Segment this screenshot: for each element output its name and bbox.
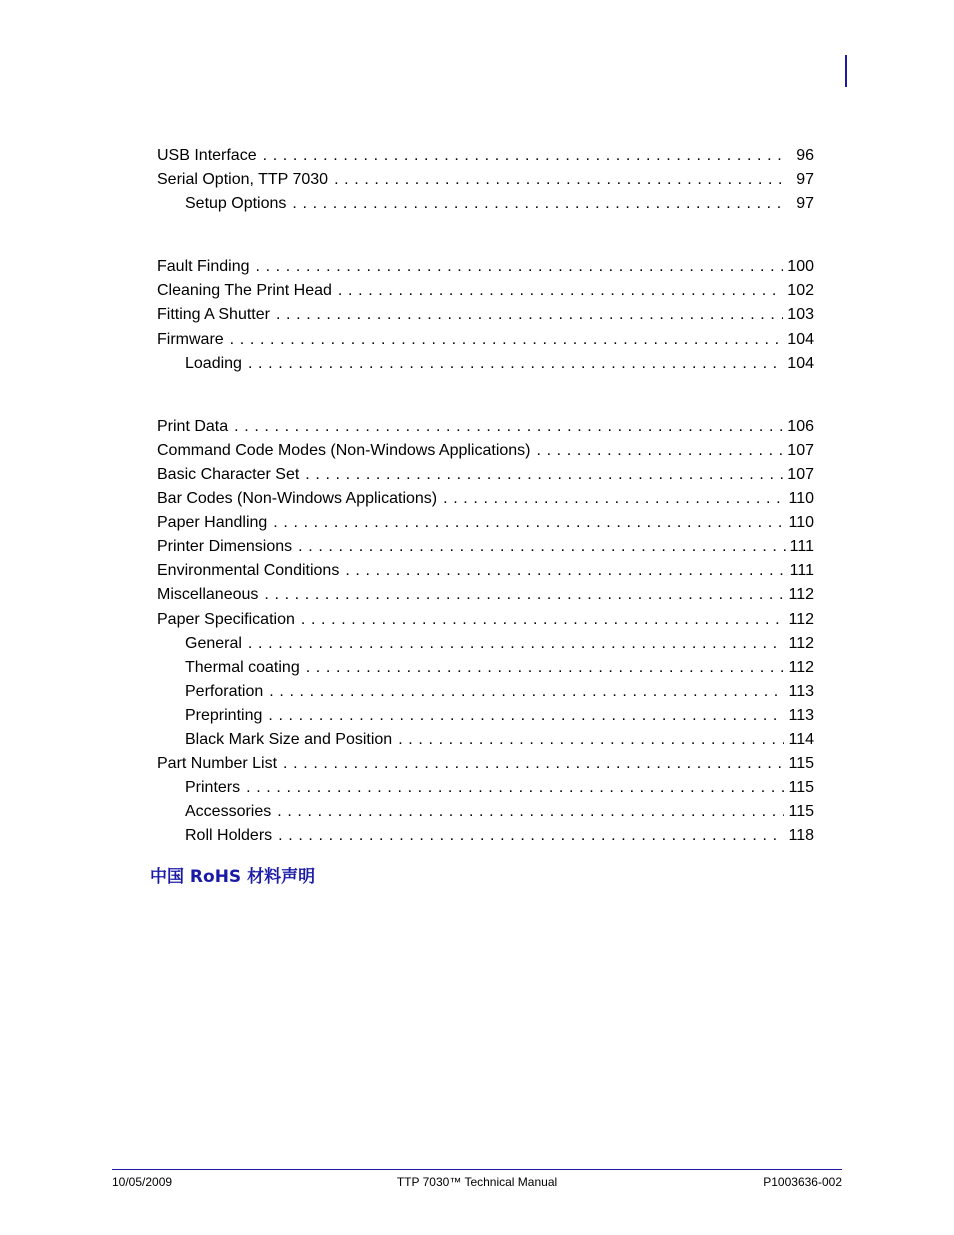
- dot-leader: [264, 583, 784, 607]
- toc-subentry[interactable]: [157, 824, 814, 848]
- toc-page-number: 104: [787, 330, 814, 348]
- footer-divider: [112, 1169, 842, 1170]
- toc-entry-title: Serial Option, TTP 7030: [157, 171, 329, 189]
- toc-page-number: 96: [796, 147, 814, 164]
- toc-entry[interactable]: [157, 583, 814, 607]
- page-edge-marker: [845, 55, 847, 87]
- toc-page-number: 110: [788, 490, 814, 508]
- toc-page-number: 103: [787, 306, 814, 324]
- toc-entry[interactable]: [157, 439, 814, 463]
- dot-leader: [276, 303, 783, 327]
- dot-leader: [269, 680, 784, 704]
- dot-leader: [345, 559, 785, 583]
- toc-page-number: 112: [788, 658, 814, 676]
- toc-subentry[interactable]: [157, 728, 814, 752]
- dot-leader: [246, 776, 784, 800]
- toc-page-number: 115: [788, 755, 814, 773]
- toc-entry[interactable]: [157, 608, 814, 632]
- toc-section: [157, 144, 814, 216]
- toc-page-number: 115: [788, 779, 814, 797]
- toc-subentry[interactable]: [157, 776, 814, 800]
- toc-entry-title: Paper Handling: [157, 514, 268, 532]
- dot-leader: [277, 800, 784, 824]
- toc-entry-title: Miscellaneous: [157, 586, 259, 604]
- toc-subentry[interactable]: [157, 680, 814, 704]
- footer-date: 10/05/2009: [112, 1175, 173, 1189]
- dot-leader: [305, 463, 783, 487]
- toc-page-number: 114: [788, 730, 814, 748]
- toc-entry-title: Printer Dimensions: [157, 538, 293, 556]
- toc-entry-title: Command Code Modes (Non-Windows Applications): [157, 441, 531, 459]
- footer-part-number: P1003636-002: [763, 1175, 842, 1189]
- toc-entry-title: Firmware: [157, 330, 224, 348]
- toc-page-number: 111: [789, 538, 814, 556]
- dot-leader: [263, 144, 786, 168]
- toc-entry-title: Black Mark Size and Position: [185, 730, 393, 748]
- toc-entry[interactable]: [157, 559, 814, 583]
- table-of-contents: [157, 144, 814, 848]
- toc-page-number: 112: [788, 586, 814, 604]
- dot-leader: [537, 439, 784, 463]
- toc-entry[interactable]: [157, 487, 814, 511]
- toc-entry-title: Preprinting: [185, 706, 263, 724]
- dot-leader: [234, 415, 783, 439]
- toc-entry[interactable]: [157, 168, 814, 192]
- dot-leader: [273, 511, 784, 535]
- toc-subentry[interactable]: [157, 352, 814, 376]
- toc-section: [157, 415, 814, 849]
- dot-leader: [334, 168, 786, 192]
- section-spacer: [157, 376, 814, 415]
- dot-leader: [230, 328, 784, 352]
- toc-subentry[interactable]: [157, 704, 814, 728]
- rohs-heading-link[interactable]: 中国 RoHS 材料声明: [150, 867, 316, 887]
- dot-leader: [268, 704, 784, 728]
- dot-leader: [256, 255, 784, 279]
- toc-page-number: 100: [787, 258, 814, 276]
- toc-page-number: 102: [787, 282, 814, 300]
- toc-subentry[interactable]: [157, 800, 814, 824]
- toc-page-number: 106: [787, 417, 814, 435]
- toc-entry-title: Printers: [185, 779, 241, 797]
- toc-page-number: 107: [787, 441, 814, 459]
- dot-leader: [248, 352, 783, 376]
- toc-entry-title: Setup Options: [185, 195, 287, 213]
- section-spacer: [157, 216, 814, 255]
- toc-page-number: 104: [787, 354, 814, 372]
- dot-leader: [298, 535, 786, 559]
- toc-page-number: 110: [788, 514, 814, 532]
- toc-entry-title: General: [185, 634, 242, 652]
- toc-entry[interactable]: [157, 415, 814, 439]
- toc-entry-title: Fault Finding: [157, 258, 250, 276]
- dot-leader: [248, 632, 785, 656]
- toc-entry-title: Loading: [185, 354, 242, 372]
- dot-leader: [338, 279, 783, 303]
- toc-page-number: 112: [788, 634, 814, 652]
- dot-leader: [398, 728, 784, 752]
- toc-entry[interactable]: [157, 511, 814, 535]
- toc-entry[interactable]: [157, 144, 814, 168]
- toc-entry[interactable]: [157, 752, 814, 776]
- dot-leader: [292, 192, 786, 216]
- toc-entry-title: Part Number List: [157, 755, 278, 773]
- toc-page-number: 113: [788, 706, 814, 724]
- toc-subentry[interactable]: [157, 656, 814, 680]
- toc-entry[interactable]: [157, 303, 814, 327]
- toc-entry-title: Accessories: [185, 803, 272, 821]
- toc-entry-title: Thermal coating: [185, 658, 300, 676]
- toc-entry-title: Paper Specification: [157, 610, 295, 628]
- toc-entry[interactable]: [157, 279, 814, 303]
- toc-page-number: 97: [796, 195, 814, 213]
- toc-entry-title: USB Interface: [157, 147, 257, 164]
- toc-section: [157, 255, 814, 375]
- dot-leader: [306, 656, 785, 680]
- toc-page-number: 115: [788, 803, 814, 821]
- toc-subentry[interactable]: [157, 192, 814, 216]
- toc-entry-title: Roll Holders: [185, 827, 273, 845]
- toc-entry[interactable]: [157, 328, 814, 352]
- dot-leader: [278, 824, 784, 848]
- toc-entry-title: Cleaning The Print Head: [157, 282, 332, 300]
- toc-page-number: 118: [788, 827, 814, 845]
- toc-entry[interactable]: [157, 255, 814, 279]
- dot-leader: [443, 487, 784, 511]
- toc-entry-title: Perforation: [185, 682, 264, 700]
- footer-manual-title: TTP 7030™ Technical Manual: [396, 1175, 558, 1189]
- toc-page-number: 111: [789, 562, 814, 580]
- toc-entry-title: Bar Codes (Non-Windows Applications): [157, 490, 438, 508]
- toc-entry[interactable]: [157, 463, 814, 487]
- toc-entry-title: Basic Character Set: [157, 465, 300, 483]
- toc-page-number: 107: [787, 465, 814, 483]
- toc-entry[interactable]: [157, 535, 814, 559]
- toc-page-number: 112: [788, 610, 814, 628]
- toc-entry-title: Print Data: [157, 417, 229, 435]
- toc-page-number: 113: [788, 682, 814, 700]
- toc-entry-title: Environmental Conditions: [157, 562, 340, 580]
- toc-page-number: 97: [796, 171, 814, 189]
- toc-entry-title: Fitting A Shutter: [157, 306, 270, 324]
- toc-subentry[interactable]: [157, 632, 814, 656]
- dot-leader: [283, 752, 784, 776]
- dot-leader: [301, 608, 785, 632]
